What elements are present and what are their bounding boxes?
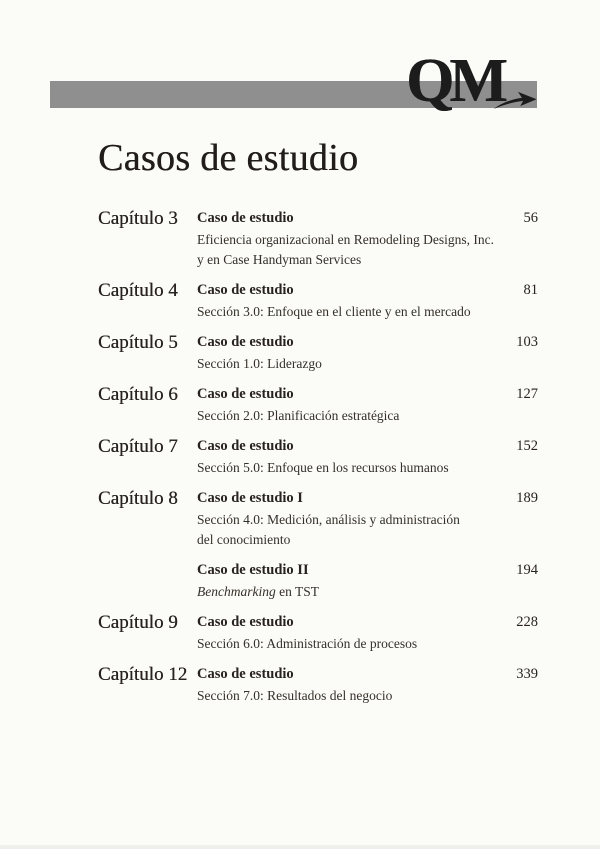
page-number: 81	[523, 282, 538, 298]
case-study-label: Caso de estudio	[197, 282, 294, 298]
case-study-description: Sección 5.0: Enfoque en los recursos humanos	[197, 460, 449, 475]
toc-entry	[98, 208, 538, 269]
chapter-label	[98, 560, 197, 601]
case-study-label: Caso de estudio	[197, 438, 294, 454]
toc-entry	[98, 280, 538, 321]
case-study-description: Sección 4.0: Medición, análisis y administración	[197, 512, 460, 527]
entry-body	[197, 332, 490, 373]
page-number: 152	[516, 438, 538, 454]
case-study-description: Benchmarking en TST	[197, 584, 319, 599]
entry-body	[197, 612, 490, 653]
entry-body	[197, 488, 490, 549]
entry-body	[197, 436, 490, 477]
chapter-label: Capítulo 3	[98, 208, 178, 229]
chapter-label: Capítulo 9	[98, 612, 178, 633]
chapter-label: Capítulo 6	[98, 384, 178, 405]
case-study-description: del conocimiento	[197, 532, 291, 547]
case-study-label: Caso de estudio	[197, 666, 294, 682]
case-study-label: Caso de estudio I	[197, 490, 303, 506]
case-study-description: Sección 2.0: Planificación estratégica	[197, 408, 400, 423]
entry-body	[197, 560, 490, 601]
toc-entry	[98, 488, 538, 549]
toc-list	[98, 208, 538, 705]
page-number: 194	[516, 562, 538, 578]
toc-entry	[98, 332, 538, 373]
scan-edge-shadow	[0, 845, 600, 849]
page-number: 127	[516, 386, 538, 402]
toc-entry	[98, 612, 538, 653]
swoosh-right-arrow-icon	[492, 91, 538, 110]
case-study-description: Sección 1.0: Liderazgo	[197, 356, 322, 371]
toc-entry	[98, 560, 538, 601]
case-study-label: Caso de estudio	[197, 334, 294, 350]
content-column	[98, 138, 538, 716]
toc-entry	[98, 384, 538, 425]
entry-body	[197, 664, 490, 705]
toc-entry	[98, 664, 538, 705]
chapter-label: Capítulo 12	[98, 664, 188, 685]
entry-body	[197, 280, 490, 321]
case-study-label: Caso de estudio II	[197, 562, 309, 578]
case-study-description: Eficiencia organizacional en Remodeling Designs, Inc.	[197, 232, 495, 247]
entry-body	[197, 384, 490, 425]
chapter-label: Capítulo 7	[98, 436, 178, 457]
case-study-label: Caso de estudio	[197, 210, 294, 226]
page-title: Casos de estudio	[98, 137, 359, 179]
case-study-label: Caso de estudio	[197, 614, 294, 630]
page-number: 228	[516, 614, 538, 630]
chapter-label: Capítulo 8	[98, 488, 178, 509]
page-number: 103	[516, 334, 538, 350]
case-study-description: Sección 6.0: Administración de procesos	[197, 636, 418, 651]
case-study-label: Caso de estudio	[197, 386, 294, 402]
page-number: 189	[516, 490, 538, 506]
qm-logo-text: QM	[406, 47, 503, 115]
case-study-description: y en Case Handyman Services	[197, 252, 362, 267]
toc-entry	[98, 436, 538, 477]
case-study-description: Sección 3.0: Enfoque en el cliente y en el mercado	[197, 304, 471, 319]
entry-body	[197, 208, 495, 269]
case-study-description: Sección 7.0: Resultados del negocio	[197, 688, 393, 703]
chapter-label: Capítulo 4	[98, 280, 178, 301]
page-number: 339	[516, 666, 538, 682]
page-number: 56	[523, 210, 538, 226]
chapter-label: Capítulo 5	[98, 332, 178, 353]
qm-logo	[406, 47, 546, 120]
